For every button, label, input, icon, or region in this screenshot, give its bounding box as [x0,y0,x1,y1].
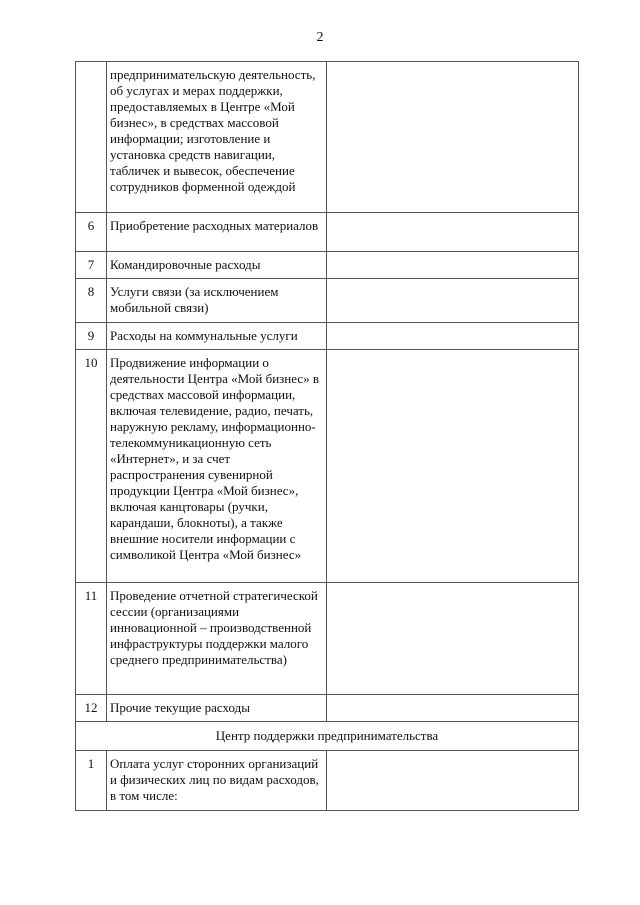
row-amount-cell [327,751,579,811]
row-description-cell: Прочие текущие расходы [107,695,327,722]
table-row [76,695,579,722]
row-amount-cell [327,279,579,323]
row-amount-cell [327,323,579,350]
expenses-table [75,61,579,811]
row-number-cell: 9 [76,323,107,350]
row-description-cell: Проведение отчетной стратегической сессии (организациями инновационной – производственной инфраструктуры поддержки малого среднего предпринимательства) [107,583,327,695]
table-row [76,62,579,213]
row-number-cell [76,62,107,213]
row-description-cell: Продвижение информации о деятельности Центра «Мой бизнес» в средствах массовой информации, включая телевидение, радио, печать, наружную рекламу, информационно-телекоммуникационную сеть «Интернет», и за счет распространения сувенирной продукции Центра «Мой бизнес», включая канцтовары (ручки, карандаши, блокноты), а также внешние носители информации с символикой Центра «Мой бизнес» [107,350,327,583]
table-row [76,583,579,695]
row-number-cell: 11 [76,583,107,695]
row-amount-cell [327,695,579,722]
section-header-row [76,722,579,751]
row-description-cell: Оплата услуг сторонних организаций и физических лиц по видам расходов, в том числе: [107,751,327,811]
section-title: Центр поддержки предпринимательства [76,722,579,751]
row-description-cell: Командировочные расходы [107,252,327,279]
table-row [76,323,579,350]
row-description-cell: предпринимательскую деятельность, об услугах и мерах поддержки, предоставляемых в Центре «Мой бизнес», в средствах массовой информации; изготовление и установка средств навигации, табличек и вывесок, обеспечение сотрудников форменной одеждой [107,62,327,213]
table-row [76,751,579,811]
row-description-cell: Расходы на коммунальные услуги [107,323,327,350]
row-description-cell: Услуги связи (за исключением мобильной связи) [107,279,327,323]
row-amount-cell [327,62,579,213]
row-description-cell: Приобретение расходных материалов [107,213,327,252]
row-amount-cell [327,583,579,695]
table-row [76,213,579,252]
table-row [76,350,579,583]
row-amount-cell [327,252,579,279]
row-amount-cell [327,213,579,252]
row-amount-cell [327,350,579,583]
row-number-cell: 7 [76,252,107,279]
page-number: 2 [316,30,324,45]
row-number-cell: 6 [76,213,107,252]
table-row [76,252,579,279]
row-number-cell: 10 [76,350,107,583]
row-number-cell: 12 [76,695,107,722]
table-row [76,279,579,323]
row-number-cell: 8 [76,279,107,323]
row-number-cell: 1 [76,751,107,811]
